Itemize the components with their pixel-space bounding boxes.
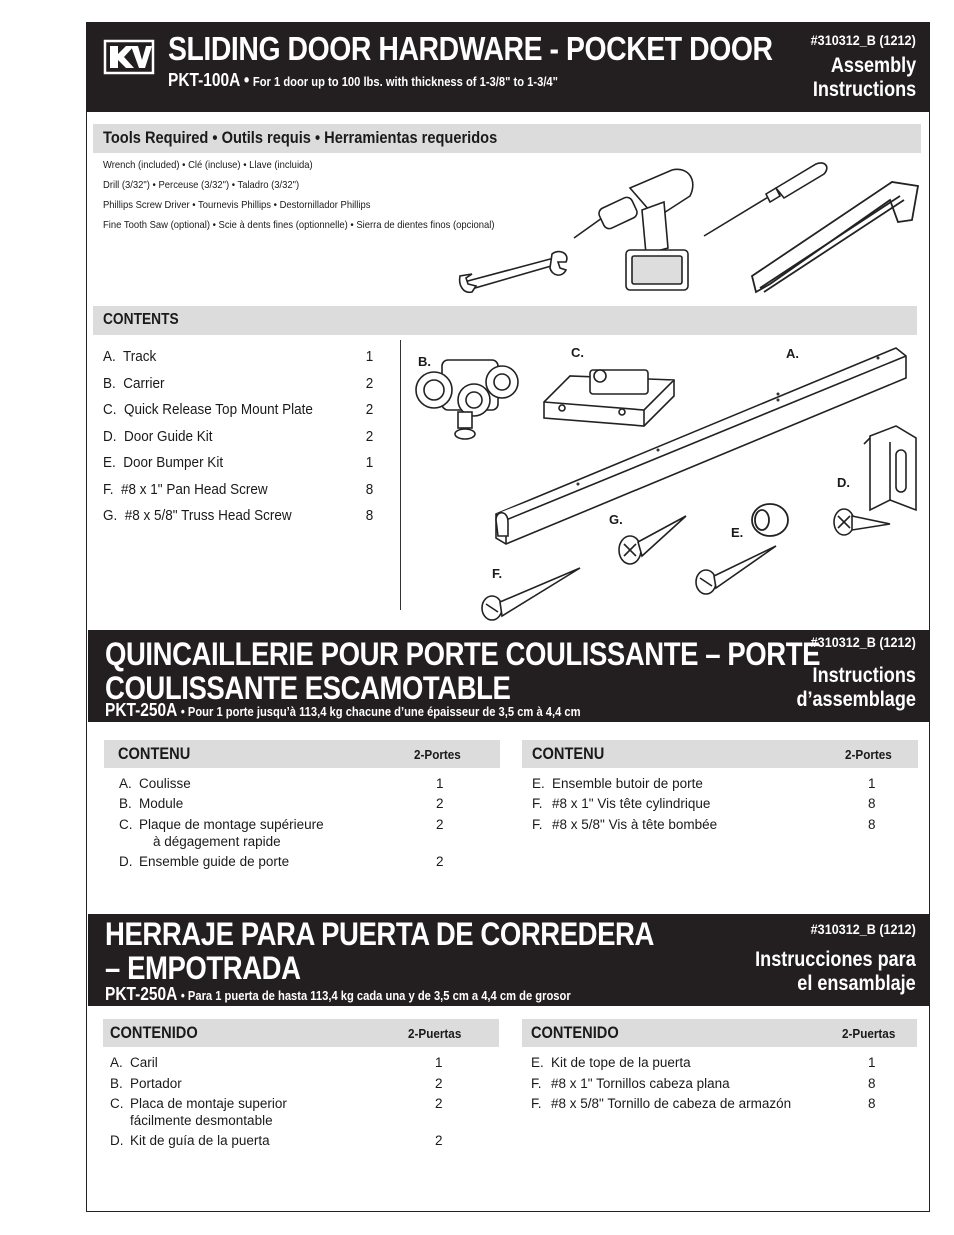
contents-item-qty: 1 [365, 454, 374, 471]
spanish-model: PKT-250A [105, 984, 178, 1004]
tool-line-drill: Drill (3/32") • Perceuse (3/32") • Taladro (3/32") [103, 179, 300, 191]
english-bullet: • [243, 70, 250, 90]
contents-row-f [103, 481, 373, 498]
english-description: For 1 door up to 100 lbs. with thickness of 1-3/8" to 1-3/4" [252, 74, 558, 89]
row-qty: 2 [435, 1096, 443, 1111]
french-right-header-bar [522, 740, 918, 768]
door-guide-icon [860, 424, 920, 514]
row-name: Coulisse [139, 776, 191, 791]
row-name: #8 x 1" Vis tête cylindrique [552, 796, 711, 811]
label-b: B. [418, 354, 431, 369]
french-title [105, 638, 820, 705]
tool-line-wrench: Wrench (included) • Clé (incluse) • Llave (incluida) [103, 159, 313, 171]
spanish-left-qty-header: 2-Puertas [408, 1026, 462, 1041]
wrench-icon [458, 246, 570, 298]
french-left-header-bar [104, 740, 500, 768]
row-qty: 8 [868, 1096, 876, 1111]
contents-row-a [103, 348, 373, 365]
row-qty: 2 [435, 1133, 443, 1148]
row-name: Portador [130, 1076, 182, 1091]
drill-icon [572, 158, 700, 296]
row-letter: C. [119, 817, 133, 832]
french-left-header: CONTENU [118, 744, 191, 763]
row-name: Module [139, 796, 184, 811]
contents-item-name: Carrier [123, 375, 165, 392]
english-model: PKT-100A [168, 70, 241, 90]
contents-header: CONTENTS [103, 311, 179, 328]
row-letter: B. [119, 796, 132, 811]
french-instr-line1: Instructions [812, 664, 916, 687]
contents-divider [400, 340, 401, 610]
contents-item-name: #8 x 1" Pan Head Screw [121, 481, 268, 498]
french-instr-line2: d’assemblage [796, 688, 916, 712]
saw-icon [742, 176, 922, 298]
row-qty: 8 [868, 796, 876, 811]
french-left-row [119, 817, 449, 851]
truss-head-screw-icon [616, 510, 688, 566]
contents-header-bar [93, 306, 917, 335]
row-letter: D. [110, 1133, 124, 1148]
row-name-cont: fácilmente desmontable [130, 1113, 273, 1128]
spanish-subtitle [105, 984, 571, 1005]
spanish-title-line1: HERRAJE PARA PUERTA DE CORREDERA [105, 916, 654, 952]
label-a: A. [786, 346, 799, 361]
tools-header: Tools Required • Outils requis • Herramientas requeridos [103, 128, 498, 147]
spanish-doc-number: #310312_B (1212) [810, 921, 916, 937]
contents-row-b [103, 375, 373, 392]
spanish-header-band [88, 914, 930, 1006]
tool-line-screwdriver: Phillips Screw Driver • Tournevis Phillips • Destornillador Phillips [103, 199, 371, 211]
row-letter: E. [531, 1055, 544, 1070]
french-right-header: CONTENU [532, 744, 605, 763]
row-letter: B. [110, 1076, 123, 1091]
french-instructions-label [797, 664, 916, 712]
row-letter: A. [110, 1055, 123, 1070]
label-g: G. [609, 512, 623, 527]
spanish-right-qty-header: 2-Puertas [842, 1026, 896, 1041]
contents-letter: G. [103, 507, 118, 524]
row-qty: 2 [436, 854, 444, 869]
label-c: C. [571, 345, 584, 360]
row-qty: 1 [868, 776, 876, 791]
contents-item-name: Quick Release Top Mount Plate [124, 401, 313, 418]
row-qty: 2 [436, 796, 444, 811]
contents-item-name: Door Guide Kit [124, 428, 213, 445]
french-header-band [88, 630, 930, 722]
contents-item-qty: 2 [365, 428, 374, 445]
french-subtitle [105, 700, 581, 721]
row-qty: 2 [435, 1076, 443, 1091]
row-letter: C. [110, 1096, 124, 1111]
row-name: Ensemble guide de porte [139, 854, 290, 869]
french-right-qty-header: 2-Portes [845, 747, 892, 762]
row-name: Kit de tope de la puerta [551, 1055, 691, 1070]
row-letter: F. [531, 1096, 542, 1111]
contents-letter: C. [103, 401, 117, 418]
row-name-cont: à dégagement rapide [153, 834, 281, 849]
row-qty: 8 [868, 817, 876, 832]
pan-head-screw-icon [480, 564, 584, 626]
contents-item-qty: 8 [365, 507, 374, 524]
english-title: SLIDING DOOR HARDWARE - POCKET DOOR [168, 30, 773, 67]
row-name: #8 x 5/8" Tornillo de cabeza de armazón [551, 1096, 792, 1111]
spanish-left-header-bar [103, 1019, 499, 1047]
label-e: E. [731, 525, 744, 540]
contents-letter: B. [103, 375, 116, 392]
spanish-left-header: CONTENIDO [110, 1023, 198, 1042]
row-name: Caril [130, 1055, 158, 1070]
contents-letter: A. [103, 348, 116, 365]
english-instr-line2: Instructions [812, 78, 916, 102]
english-subtitle [168, 70, 558, 91]
row-letter: F. [532, 817, 543, 832]
row-letter: F. [531, 1076, 542, 1091]
tool-line-saw: Fine Tooth Saw (optional) • Scie à dents fines (optionnelle) • Sierra de dientes finos (opcional) [103, 219, 495, 231]
contents-item-qty: 2 [365, 401, 374, 418]
contents-item-name: Door Bumper Kit [123, 454, 224, 471]
contents-item-name: #8 x 5/8" Truss Head Screw [124, 507, 292, 524]
spanish-instructions-label [755, 948, 916, 996]
row-name: Plaque de montage supérieure [139, 817, 324, 832]
contents-row-e [103, 454, 373, 471]
pan-head-screw-2-icon [694, 540, 780, 596]
contents-letter: F. [103, 481, 114, 498]
row-qty: 1 [435, 1055, 443, 1070]
row-qty: 1 [436, 776, 444, 791]
row-letter: F. [532, 796, 543, 811]
english-instr-line1: Assembly [830, 54, 916, 77]
row-letter: A. [119, 776, 132, 791]
spanish-title [105, 918, 654, 985]
row-letter: D. [119, 854, 133, 869]
spanish-title-line2: – EMPOTRADA [105, 949, 301, 986]
spanish-right-header: CONTENIDO [531, 1023, 619, 1042]
row-name: Kit de guía de la puerta [130, 1133, 270, 1148]
contents-item-name: Track [123, 348, 157, 365]
french-description: • Pour 1 porte jusqu’à 113,4 kg chacune d’une épaisseur de 3,5 cm à 4,4 cm [180, 704, 581, 719]
contents-item-qty: 8 [365, 481, 374, 498]
row-qty: 2 [436, 817, 444, 832]
contents-item-qty: 2 [365, 375, 374, 392]
contents-item-qty: 1 [365, 348, 374, 365]
contents-row-c [103, 401, 373, 418]
row-name: #8 x 5/8" Vis à tête bombée [552, 817, 718, 832]
label-d: D. [837, 475, 850, 490]
contents-letter: D. [103, 428, 117, 445]
spanish-instr-line1: Instrucciones para [755, 948, 916, 971]
french-left-qty-header: 2-Portes [414, 747, 461, 762]
contents-row-d [103, 428, 373, 445]
door-bumper-icon [748, 500, 792, 540]
english-header-band [86, 22, 930, 112]
contents-row-g [103, 507, 373, 524]
spanish-description: • Para 1 puerta de hasta 113,4 kg cada una y de 3,5 cm a 4,4 cm de grosor [180, 988, 571, 1003]
french-title-line1: QUINCAILLERIE POUR PORTE COULISSANTE – PORTE [105, 636, 821, 672]
kv-logo-icon [104, 40, 154, 74]
label-f: F. [492, 566, 503, 581]
french-title-line2: COULISSANTE ESCAMOTABLE [105, 669, 511, 706]
spanish-instr-line2: el ensamblaje [797, 972, 916, 996]
truss-screw-small-icon [832, 506, 894, 540]
french-model: PKT-250A [105, 700, 178, 720]
spanish-left-row [110, 1096, 450, 1130]
row-name: Placa de montaje superior [130, 1096, 287, 1111]
row-name: #8 x 1" Tornillos cabeza plana [551, 1076, 730, 1091]
row-letter: E. [532, 776, 545, 791]
french-doc-number: #310312_B (1212) [810, 634, 916, 650]
row-name: Ensemble butoir de porte [552, 776, 703, 791]
english-instructions-label [813, 54, 916, 102]
row-qty: 1 [868, 1055, 876, 1070]
english-doc-number: #310312_B (1212) [810, 32, 916, 48]
contents-letter: E. [103, 454, 116, 471]
row-qty: 8 [868, 1076, 876, 1091]
tools-header-bar [93, 124, 921, 153]
spanish-right-header-bar [522, 1019, 917, 1047]
